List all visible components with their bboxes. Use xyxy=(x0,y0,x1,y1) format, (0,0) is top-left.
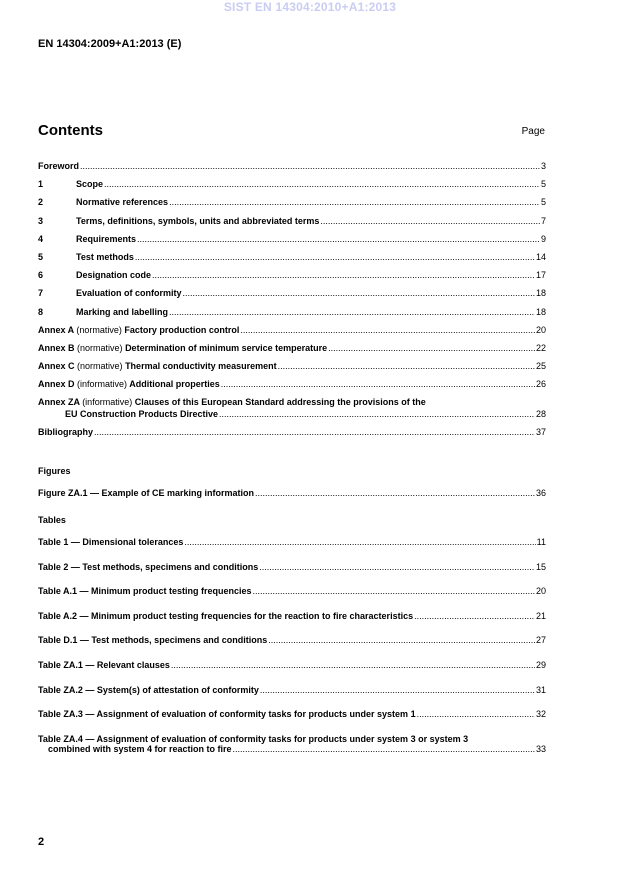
table-entry[interactable] xyxy=(38,562,546,587)
table-page: 15 xyxy=(535,561,546,572)
toc-entry-page: 18 xyxy=(535,288,546,299)
table-page: 21 xyxy=(535,610,546,621)
figure-page: 36 xyxy=(535,488,546,498)
contents-title: Contents xyxy=(38,122,103,139)
table-title: Table ZA.4 — Assignment of evaluation of conformity tasks for products under system 3 or system 3 xyxy=(38,733,469,744)
leader-dots xyxy=(268,635,535,645)
toc-entry-title: Requirements xyxy=(76,233,137,244)
page-column-label: Page xyxy=(521,126,545,137)
annex-label: Annex B xyxy=(38,342,75,353)
annex-label: Annex C xyxy=(38,361,75,372)
toc-entry-page: 5 xyxy=(540,179,546,190)
toc-entry-page: 14 xyxy=(535,251,546,262)
toc-entry-title: Designation code xyxy=(76,270,152,281)
toc-entry-number: 5 xyxy=(38,251,44,262)
figures-heading: Figures xyxy=(38,466,71,476)
annex-type: (normative) xyxy=(77,361,123,372)
list-of-tables xyxy=(38,537,546,770)
list-of-figures xyxy=(38,488,546,506)
toc-entry-number: 2 xyxy=(38,197,44,208)
table-entry[interactable] xyxy=(38,611,546,636)
bibliography-page: 37 xyxy=(535,427,546,438)
table-entry[interactable] xyxy=(38,660,546,685)
annex-entry[interactable] xyxy=(38,397,546,427)
annex-entry[interactable] xyxy=(38,379,546,397)
leader-dots xyxy=(169,197,540,207)
toc-entry[interactable] xyxy=(38,234,546,252)
toc-entry-title: Foreword xyxy=(38,161,80,171)
leader-dots xyxy=(184,537,535,547)
leader-dots xyxy=(94,427,535,437)
annex-type: (informative) xyxy=(82,397,133,408)
table-title: Table ZA.3 — Assignment of evaluation of conformity tasks for products under system 1 xyxy=(38,709,416,720)
toc-entry-title: Terms, definitions, symbols, units and abbreviated terms xyxy=(76,215,320,226)
leader-dots xyxy=(278,361,535,371)
annex-title: Determination of minimum service temperature xyxy=(125,342,328,353)
leader-dots xyxy=(255,488,535,498)
toc-entry-number: 3 xyxy=(38,215,44,226)
annex-title: Thermal conductivity measurement xyxy=(125,361,277,372)
annex-entry[interactable] xyxy=(38,343,546,361)
tables-heading: Tables xyxy=(38,515,66,525)
toc-entry[interactable] xyxy=(38,307,546,325)
leader-dots xyxy=(152,270,535,280)
annex-page: 28 xyxy=(535,409,546,420)
table-entry[interactable] xyxy=(38,734,546,770)
leader-dots xyxy=(417,709,535,719)
table-title: Table A.1 — Minimum product testing frequencies xyxy=(38,586,252,597)
page-number: 2 xyxy=(38,836,45,848)
table-title: Table A.2 — Minimum product testing frequencies for the reaction to fire characteristics xyxy=(38,610,414,621)
document-id: EN 14304:2009+A1:2013 (E) xyxy=(38,38,182,50)
toc-entry-page: 17 xyxy=(535,270,546,281)
leader-dots xyxy=(104,179,540,189)
bibliography-entry[interactable] xyxy=(38,427,546,445)
annex-type: (normative) xyxy=(76,324,122,335)
toc-entry[interactable] xyxy=(38,270,546,288)
bibliography-title: Bibliography xyxy=(38,427,94,438)
table-title: Table ZA.2 — System(s) of attestation of conformity xyxy=(38,684,259,695)
leader-dots xyxy=(221,379,535,389)
toc-entry-number: 8 xyxy=(38,306,44,317)
toc-entry-number: 1 xyxy=(38,179,44,190)
table-title-continued: combined with system 4 for reaction to fire xyxy=(48,743,232,754)
toc-entry-number: 7 xyxy=(38,288,44,299)
toc-entry-page: 7 xyxy=(540,215,546,226)
figure-entry[interactable] xyxy=(38,488,546,506)
annex-page: 25 xyxy=(535,361,546,372)
toc-entry-title: Scope xyxy=(76,179,104,190)
annex-label: Annex A xyxy=(38,324,74,335)
leader-dots xyxy=(328,343,535,353)
toc-entry[interactable] xyxy=(38,197,546,215)
table-title: Table ZA.1 — Relevant clauses xyxy=(38,659,170,670)
toc-entry-number: 6 xyxy=(38,270,44,281)
leader-dots xyxy=(233,744,535,754)
annex-title: Clauses of this European Standard addressing the provisions of the xyxy=(134,397,426,408)
leader-dots xyxy=(137,234,540,244)
annex-title-continued: EU Construction Products Directive xyxy=(65,409,219,420)
toc-entry-page: 18 xyxy=(535,306,546,317)
annex-type: (informative) xyxy=(77,379,128,390)
table-page: 27 xyxy=(535,635,546,646)
leader-dots xyxy=(320,216,540,226)
leader-dots xyxy=(169,307,535,317)
leader-dots xyxy=(171,660,535,670)
leader-dots xyxy=(414,611,535,621)
annex-label: Annex ZA xyxy=(38,397,80,408)
table-entry[interactable] xyxy=(38,685,546,710)
leader-dots xyxy=(183,288,535,298)
toc-entry-page: 9 xyxy=(540,233,546,244)
leader-dots xyxy=(253,586,535,596)
leader-dots xyxy=(260,685,535,695)
leader-dots xyxy=(219,409,535,419)
leader-dots xyxy=(259,562,535,572)
table-page: 29 xyxy=(535,659,546,670)
table-page: 11 xyxy=(536,537,546,547)
annex-entry[interactable] xyxy=(38,361,546,379)
leader-dots xyxy=(80,161,540,171)
annex-title: Additional properties xyxy=(129,379,220,390)
toc-entry-title: Test methods xyxy=(76,251,134,262)
toc-entry-title: Evaluation of conformity xyxy=(76,288,182,299)
toc-entry[interactable] xyxy=(38,179,546,197)
table-title: Table D.1 — Test methods, specimens and conditions xyxy=(38,635,268,646)
watermark: SIST EN 14304:2010+A1:2013 xyxy=(223,0,397,14)
toc-entry-title: Marking and labelling xyxy=(76,306,169,317)
table-entry[interactable] xyxy=(38,709,546,734)
toc-entry[interactable] xyxy=(38,288,546,306)
toc-entry[interactable] xyxy=(38,216,546,234)
annex-page: 26 xyxy=(535,379,546,390)
annex-label: Annex D xyxy=(38,379,75,390)
toc-entry-title: Normative references xyxy=(76,197,169,208)
leader-dots xyxy=(135,252,535,262)
toc-entry[interactable] xyxy=(38,161,546,179)
toc-entry[interactable] xyxy=(38,252,546,270)
toc-entry-page: 5 xyxy=(540,197,546,208)
figure-title: Figure ZA.1 — Example of CE marking information xyxy=(38,488,255,498)
table-entry[interactable] xyxy=(38,635,546,660)
annex-page: 22 xyxy=(535,342,546,353)
table-entry[interactable] xyxy=(38,586,546,611)
annex-type: (normative) xyxy=(77,342,123,353)
annex-entry[interactable] xyxy=(38,325,546,343)
table-title: Table 2 — Test methods, specimens and conditions xyxy=(38,561,259,572)
annex-page: 20 xyxy=(535,324,546,335)
table-page: 33 xyxy=(535,743,546,754)
table-entry[interactable] xyxy=(38,537,546,562)
annex-title: Factory production control xyxy=(124,324,240,335)
table-page: 31 xyxy=(535,684,546,695)
table-page: 32 xyxy=(535,709,546,720)
toc-entry-page: 3 xyxy=(540,161,546,171)
table-page: 20 xyxy=(535,586,546,597)
leader-dots xyxy=(240,325,535,335)
table-title: Table 1 — Dimensional tolerances xyxy=(38,537,184,547)
table-of-contents xyxy=(38,161,546,446)
toc-entry-number: 4 xyxy=(38,233,44,244)
